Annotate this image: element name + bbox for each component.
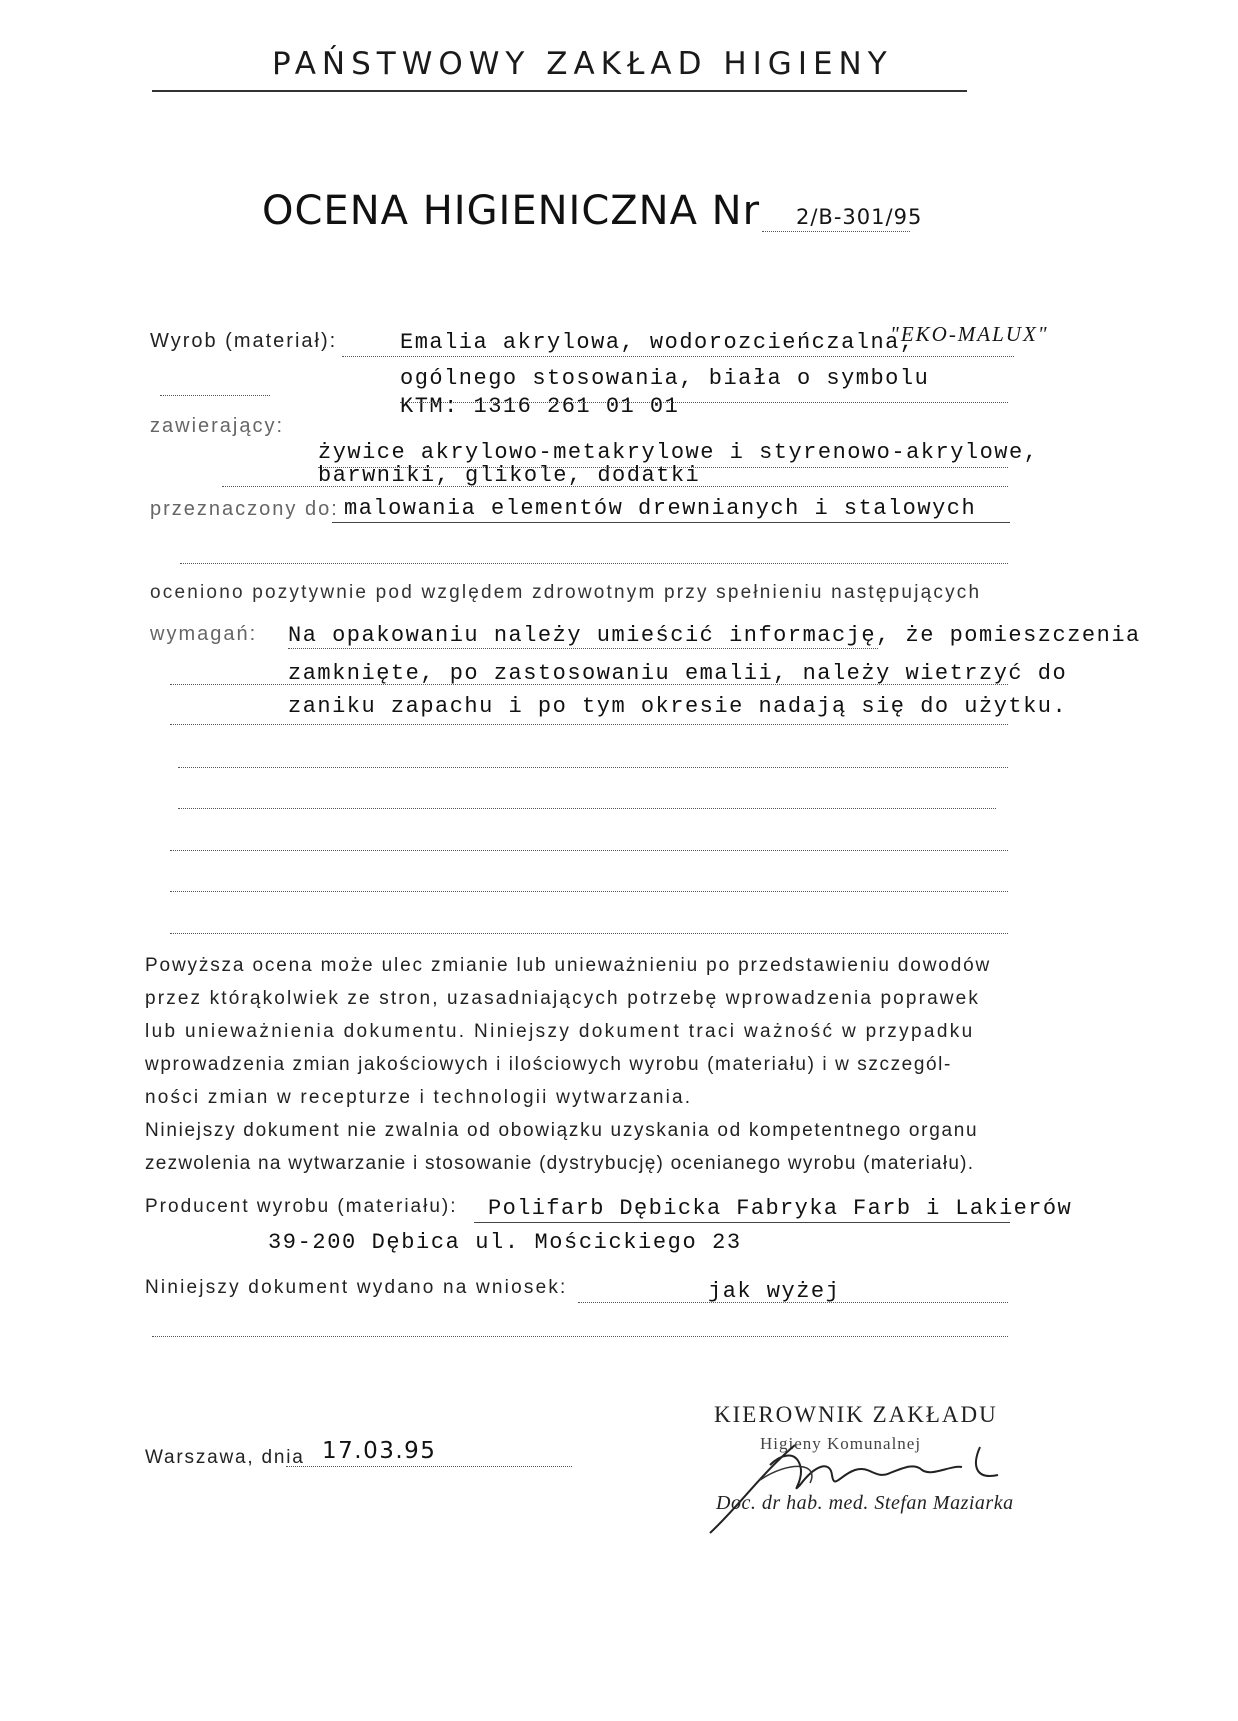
requirement-line-1: Na opakowaniu należy umieścić informację, że pomieszczenia [288,623,1141,648]
purpose-value: malowania elementów drewnianych i stalowych [344,496,977,521]
product-label: Wyrob (materiał): [150,330,338,352]
contains-line-1: żywice akrylowo-metakrylowe i styrenowo-akrylowe, [318,440,1039,465]
product-line-1: Emalia akrylowa, wodorozcieńczalna, [400,330,915,355]
date-dotted-line [286,1466,572,1467]
institution-header: PAŃSTWOWY ZAKŁAD HIGIENY [272,46,893,82]
disclaimer-line-1: Powyższa ocena może ulec zmianie lub unieważnieniu po przedstawieniu dowodów [145,955,992,976]
requirement-line-2: zamknięte, po zastosowaniu emalii, należy wietrzyć do [288,661,1068,686]
request-value: jak wyżej [708,1279,841,1304]
blank-dotted-line-3 [170,850,1008,851]
product-dotted-line-1 [342,356,1014,357]
disclaimer-line-2: przez którąkolwiek ze stron, uzasadniających potrzebę wprowadzenia poprawek [145,988,981,1009]
disclaimer-line-7: zezwolenia na wytwarzanie i stosowanie (dystrybucję) ocenianego wyrobu (materiału). [145,1153,975,1174]
producer-underline [474,1222,1010,1223]
purpose-underline [332,522,1010,523]
disclaimer-line-6: Niniejszy dokument nie zwalnia od obowiązku uzyskania od kompetentnego organu [145,1120,979,1141]
requirement-line-3: zaniku zapachu i po tym okresie nadają się do użytku. [288,694,1068,719]
contains-line-2: barwniki, glikole, dodatki [318,463,701,488]
product-brand: "EKO-MALUX" [890,322,1049,346]
disclaimer-line-3: lub unieważnienia dokumentu. Niniejszy dokument traci ważność w przypadku [145,1021,975,1042]
blank-dotted-line-2 [178,808,996,809]
evaluation-intro: oceniono pozytywnie pod względem zdrowotnym przy spełnieniu następujących [150,582,982,603]
requirement-dotted-line-3 [170,724,1008,725]
number-dotted-line [762,231,910,232]
purpose-label: przeznaczony do: [150,498,339,520]
request-label: Niniejszy dokument wydano na wniosek: [145,1277,568,1298]
date-value: 17.03.95 [322,1438,437,1464]
product-line-3: KTM: 1316 261 01 01 [400,394,680,419]
disclaimer-line-4: wprowadzenia zmian jakościowych i ilościowych wyrobu (materiału) i w szczegól- [145,1054,952,1075]
requirement-dotted-line-2 [170,684,1008,685]
blank-dotted-line-4 [170,891,1008,892]
header-rule [152,90,967,92]
product-dotted-line-3 [400,402,1008,403]
signature-department: Higieny Komunalnej [760,1434,922,1453]
contains-label: zawierający: [150,415,285,437]
document-number: 2/B-301/95 [796,205,923,229]
product-line-2: ogólnego stosowania, biała o symbolu [400,366,930,391]
contains-dotted-line-2 [222,486,1008,487]
purpose-dotted-line [180,563,1008,564]
evaluation-label: wymagań: [150,623,258,645]
request-dotted-line [578,1302,1008,1303]
request-dotted-line-2 [152,1336,1008,1337]
blank-dotted-line-1 [178,767,1008,768]
requirement-dotted-line-1 [288,648,878,649]
document-title: OCENA HIGIENICZNA Nr [262,188,761,234]
signature-title: KIEROWNIK ZAKŁADU [714,1402,998,1427]
producer-label: Producent wyrobu (materiału): [145,1196,458,1217]
producer-address: 39-200 Dębica ul. Mościckiego 23 [268,1230,742,1255]
disclaimer-line-5: ności zmian w recepturze i technologii wytwarzania. [145,1087,693,1108]
producer-name: Polifarb Dębicka Fabryka Farb i Lakierów [488,1196,1073,1221]
date-label: Warszawa, dnia [145,1447,305,1468]
signatory-name: Doc. dr hab. med. Stefan Maziarka [716,1492,1014,1514]
handwritten-signature [700,1425,1000,1535]
blank-dotted-line-5 [170,933,1008,934]
product-dotted-line-2 [160,395,270,396]
